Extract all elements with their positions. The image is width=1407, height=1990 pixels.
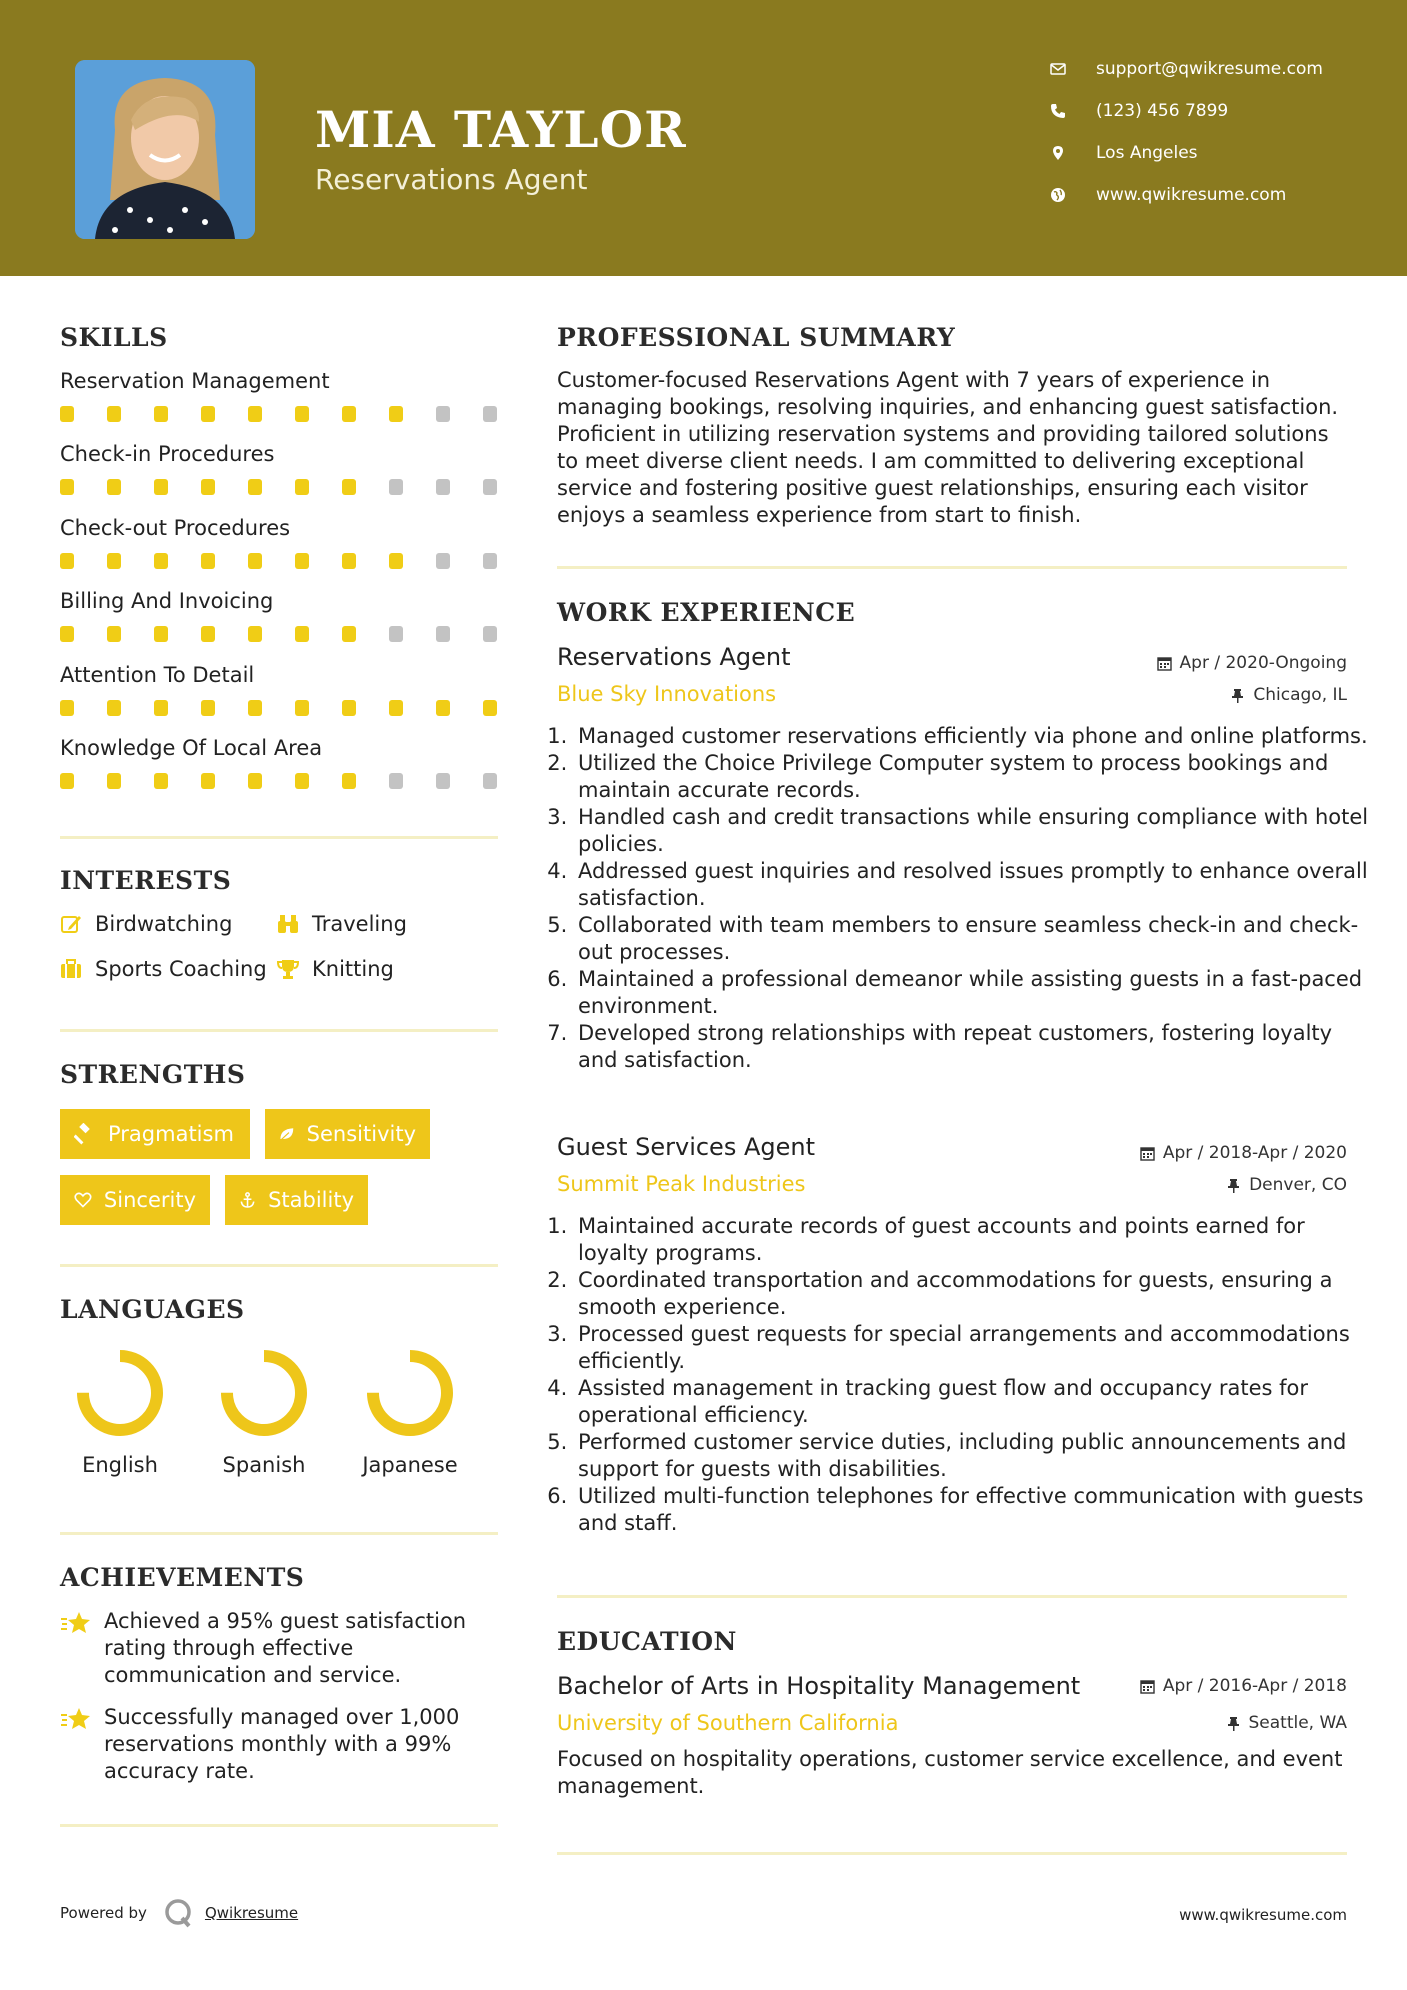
skill-dot-filled <box>248 773 262 789</box>
skill-dot-filled <box>436 700 450 716</box>
company-name: Summit Peak Industries <box>557 1172 806 1196</box>
section-divider <box>557 566 1347 569</box>
skill-dot-filled <box>342 553 356 569</box>
language-name: Japanese <box>362 1453 458 1477</box>
pushpin-icon <box>1226 1716 1241 1731</box>
education-dates-text: Apr / 2016-Apr / 2018 <box>1162 1676 1347 1696</box>
skill-dot-filled <box>248 479 262 495</box>
heart-icon <box>74 1189 92 1211</box>
skill-dot-filled <box>154 773 168 789</box>
job-location-text: Denver, CO <box>1249 1175 1347 1195</box>
skill-level-dots <box>60 773 530 789</box>
skill-dot-empty <box>389 773 403 789</box>
profile-photo <box>75 60 255 239</box>
skill-dot-filled <box>248 406 262 422</box>
strength-tag <box>265 1109 430 1159</box>
skill-level-dots <box>60 626 530 642</box>
contact-phone[interactable] <box>1050 101 1228 121</box>
skill-dot-filled <box>201 406 215 422</box>
footer-powered-by <box>60 1898 298 1928</box>
degree-title: Bachelor of Arts in Hospitality Management <box>557 1672 1081 1700</box>
language-item <box>194 1347 334 1477</box>
strengths-heading: STRENGTHS <box>60 1060 246 1089</box>
section-divider <box>557 1852 1347 1855</box>
achievement-text: Successfully managed over 1,000 reservations monthly with a 99% accuracy rate. <box>104 1705 460 1783</box>
skill-dot-filled <box>107 553 121 569</box>
interest-label: Knitting <box>312 957 394 981</box>
pencil-icon <box>60 913 82 935</box>
skill-name: Billing And Invoicing <box>60 589 274 614</box>
duty-item: 2. Utilized the Choice Privilege Computer system to process bookings and maintain accurate records. <box>574 750 1374 804</box>
interest-label: Birdwatching <box>95 912 233 936</box>
job-location-text: Chicago, IL <box>1253 685 1347 705</box>
skill-name: Reservation Management <box>60 369 330 393</box>
skill-dot-filled <box>295 553 309 569</box>
duty-item: 2. Coordinated transportation and accommodations for guests, ensuring a smooth experience. <box>574 1267 1374 1321</box>
skill-dot-empty <box>389 626 403 642</box>
job-location <box>1230 685 1347 705</box>
skill-dot-filled <box>295 773 309 789</box>
job-duties <box>552 723 1374 1074</box>
skill-dot-filled <box>342 406 356 422</box>
education-heading: EDUCATION <box>557 1627 737 1656</box>
interests-heading: INTERESTS <box>60 866 232 895</box>
skill-dot-filled <box>107 626 121 642</box>
phone-icon <box>1050 103 1080 119</box>
skill-dot-filled <box>389 406 403 422</box>
contact-email-text: support@qwikresume.com <box>1096 59 1323 79</box>
interest-item <box>60 912 232 936</box>
contact-location-text: Los Angeles <box>1096 143 1198 163</box>
skill-name: Check-out Procedures <box>60 515 291 540</box>
duty-item: 6. Utilized multi-function telephones for effective communication with guests and staff. <box>574 1483 1374 1537</box>
language-item <box>340 1347 480 1477</box>
job-dates <box>1157 653 1347 673</box>
skill-dot-filled <box>154 700 168 716</box>
language-ring <box>74 1347 166 1439</box>
contact-website[interactable] <box>1050 185 1286 205</box>
school-name: University of Southern California <box>557 1711 899 1735</box>
job-dates-text: Apr / 2018-Apr / 2020 <box>1162 1143 1347 1163</box>
language-level-arc <box>227 1356 301 1430</box>
skill-dot-filled <box>60 700 74 716</box>
skill-name: Attention To Detail <box>60 662 255 687</box>
skill-dot-filled <box>342 700 356 716</box>
section-divider <box>60 1532 498 1535</box>
map-pin-icon <box>1050 145 1080 161</box>
calendar-icon <box>1140 1146 1155 1161</box>
job-dates-text: Apr / 2020-Ongoing <box>1179 653 1347 673</box>
skill-dot-filled <box>201 626 215 642</box>
duty-item: 5. Collaborated with team members to ensure seamless check-in and check-out processes. <box>574 912 1374 966</box>
skill-name: Check-in Procedures <box>60 442 275 467</box>
skill-dot-empty <box>483 406 497 422</box>
star-icon <box>60 1610 92 1636</box>
interest-label: Traveling <box>312 912 407 936</box>
education-description: Focused on hospitality operations, customer service excellence, and event management. <box>557 1747 1343 1798</box>
skill-dot-empty <box>436 553 450 569</box>
skill-dot-filled <box>483 700 497 716</box>
resume-header <box>0 0 1407 276</box>
skill-dot-filled <box>201 479 215 495</box>
achievements-heading: ACHIEVEMENTS <box>60 1563 305 1592</box>
skill-level-dots <box>60 553 530 569</box>
skill-level-dots <box>60 700 530 716</box>
skill-dot-filled <box>60 406 74 422</box>
language-ring <box>364 1347 456 1439</box>
summary-text: Customer-focused Reservations Agent with 7 years of experience in managing bookings, resolving inquiries, and enhancing guest satisfaction. Proficient in utilizing reservation systems and providing tailored solutions to meet diverse client needs. I am committed to delivering exceptional service and fostering positive guest relationships, ensuring each visitor enjoys a seamless experience from start to finish. <box>557 368 1339 527</box>
skill-dot-empty <box>436 626 450 642</box>
company-name: Blue Sky Innovations <box>557 682 777 706</box>
skill-dot-filled <box>107 406 121 422</box>
duty-item: 4. Addressed guest inquiries and resolved issues promptly to enhance overall satisfaction. <box>574 858 1374 912</box>
skill-level-dots <box>60 479 530 495</box>
pushpin-icon <box>1230 688 1245 703</box>
skill-dot-filled <box>342 773 356 789</box>
pushpin-icon <box>1226 1178 1241 1193</box>
skill-dot-filled <box>154 479 168 495</box>
job-duties <box>552 1213 1374 1537</box>
education-location-text: Seattle, WA <box>1248 1713 1347 1733</box>
job-dates <box>1140 1143 1347 1163</box>
star-icon <box>60 1706 92 1732</box>
skill-dot-filled <box>154 553 168 569</box>
skill-dot-filled <box>201 773 215 789</box>
skill-dot-filled <box>342 626 356 642</box>
duty-item: 1. Maintained accurate records of guest accounts and points earned for loyalty programs. <box>574 1213 1374 1267</box>
duty-item: 5. Performed customer service duties, including public announcements and support for guests with disabilities. <box>574 1429 1374 1483</box>
job-location <box>1226 1175 1347 1195</box>
achievement-item <box>60 1704 500 1785</box>
skill-dot-filled <box>295 626 309 642</box>
skill-dot-filled <box>389 700 403 716</box>
powered-by-text: Powered by <box>60 1904 147 1922</box>
achievement-text: Achieved a 95% guest satisfaction rating through effective communication and service. <box>104 1609 467 1687</box>
skill-dot-filled <box>342 479 356 495</box>
contact-location <box>1050 143 1198 163</box>
section-divider <box>60 1824 498 1827</box>
profile-photo-image <box>75 60 255 239</box>
interest-item <box>60 957 267 981</box>
envelope-icon <box>1050 61 1080 77</box>
skill-dot-empty <box>436 773 450 789</box>
skill-dot-filled <box>248 553 262 569</box>
strength-label: Pragmatism <box>108 1122 234 1146</box>
achievement-item <box>60 1608 500 1689</box>
skill-dot-filled <box>154 406 168 422</box>
skill-dot-empty <box>483 553 497 569</box>
education-dates <box>1140 1676 1347 1696</box>
section-divider <box>557 1595 1347 1598</box>
skill-dot-filled <box>60 626 74 642</box>
skills-heading: SKILLS <box>60 323 168 352</box>
skill-dot-filled <box>248 700 262 716</box>
binoculars-icon <box>277 913 299 935</box>
qwikresume-logo-icon <box>163 1898 193 1928</box>
skill-dot-empty <box>483 626 497 642</box>
strength-tag <box>225 1175 368 1225</box>
contact-phone-text: (123) 456 7899 <box>1096 101 1229 121</box>
duty-item: 3. Handled cash and credit transactions while ensuring compliance with hotel policies. <box>574 804 1374 858</box>
strength-label: Stability <box>268 1188 354 1212</box>
skill-dot-filled <box>295 406 309 422</box>
language-level-arc <box>83 1356 157 1430</box>
interest-item <box>277 912 407 936</box>
duty-item: 4. Assisted management in tracking guest flow and occupancy rates for operational efficiency. <box>574 1375 1374 1429</box>
skill-dot-filled <box>154 626 168 642</box>
skill-dot-empty <box>389 479 403 495</box>
calendar-icon <box>1157 656 1172 671</box>
strength-tag <box>60 1109 250 1159</box>
skill-dot-filled <box>107 700 121 716</box>
summary-heading: PROFESSIONAL SUMMARY <box>557 323 956 352</box>
skill-dot-empty <box>436 479 450 495</box>
skill-dot-empty <box>483 773 497 789</box>
strength-tag <box>60 1175 210 1225</box>
trophy-icon <box>277 958 299 980</box>
skill-level-dots <box>60 406 530 422</box>
footer-website[interactable]: www.qwikresume.com <box>1179 1906 1347 1924</box>
section-divider <box>60 836 498 839</box>
skill-name: Knowledge Of Local Area <box>60 736 323 760</box>
gavel-icon <box>74 1123 96 1145</box>
skill-dot-filled <box>201 700 215 716</box>
globe-icon <box>1050 187 1080 203</box>
contact-website-text: www.qwikresume.com <box>1096 185 1287 205</box>
experience-heading: WORK EXPERIENCE <box>557 598 856 627</box>
language-name: Spanish <box>222 1453 306 1477</box>
candidate-title: Reservations Agent <box>315 163 588 196</box>
strength-label: Sensitivity <box>306 1122 416 1146</box>
calendar-icon <box>1140 1679 1155 1694</box>
job-title: Reservations Agent <box>557 643 791 671</box>
skill-dot-filled <box>107 479 121 495</box>
interest-item <box>277 957 394 981</box>
brand-link[interactable]: Qwikresume <box>204 1904 299 1922</box>
language-item <box>50 1347 190 1477</box>
strength-label: Sincerity <box>103 1188 196 1212</box>
candidate-name: MIA TAYLOR <box>315 100 687 159</box>
skill-dot-filled <box>60 479 74 495</box>
skill-dot-filled <box>295 479 309 495</box>
section-divider <box>60 1029 498 1032</box>
duty-item: 1. Managed customer reservations efficiently via phone and online platforms. <box>574 723 1374 750</box>
skill-dot-filled <box>60 553 74 569</box>
skill-dot-filled <box>295 700 309 716</box>
skill-dot-filled <box>60 773 74 789</box>
interest-label: Sports Coaching <box>95 957 267 981</box>
skill-dot-filled <box>201 553 215 569</box>
skill-dot-empty <box>483 479 497 495</box>
leaf-icon <box>279 1123 295 1145</box>
skill-dot-filled <box>389 553 403 569</box>
skill-dot-filled <box>107 773 121 789</box>
duty-item: 6. Maintained a professional demeanor while assisting guests in a fast-paced environment. <box>574 966 1374 1020</box>
skill-dot-empty <box>436 406 450 422</box>
duty-item: 7. Developed strong relationships with repeat customers, fostering loyalty and satisfaction. <box>574 1020 1374 1074</box>
anchor-icon <box>239 1189 256 1211</box>
job-title: Guest Services Agent <box>557 1133 815 1161</box>
section-divider <box>60 1264 498 1267</box>
skill-dot-filled <box>248 626 262 642</box>
contact-email[interactable] <box>1050 59 1323 79</box>
education-location <box>1226 1713 1348 1733</box>
languages-heading: LANGUAGES <box>60 1295 245 1324</box>
language-level-arc <box>373 1356 447 1430</box>
duty-item: 3. Processed guest requests for special arrangements and accommodations efficiently. <box>574 1321 1374 1375</box>
briefcase-icon <box>60 958 82 980</box>
language-ring <box>218 1347 310 1439</box>
language-name: English <box>82 1453 158 1477</box>
